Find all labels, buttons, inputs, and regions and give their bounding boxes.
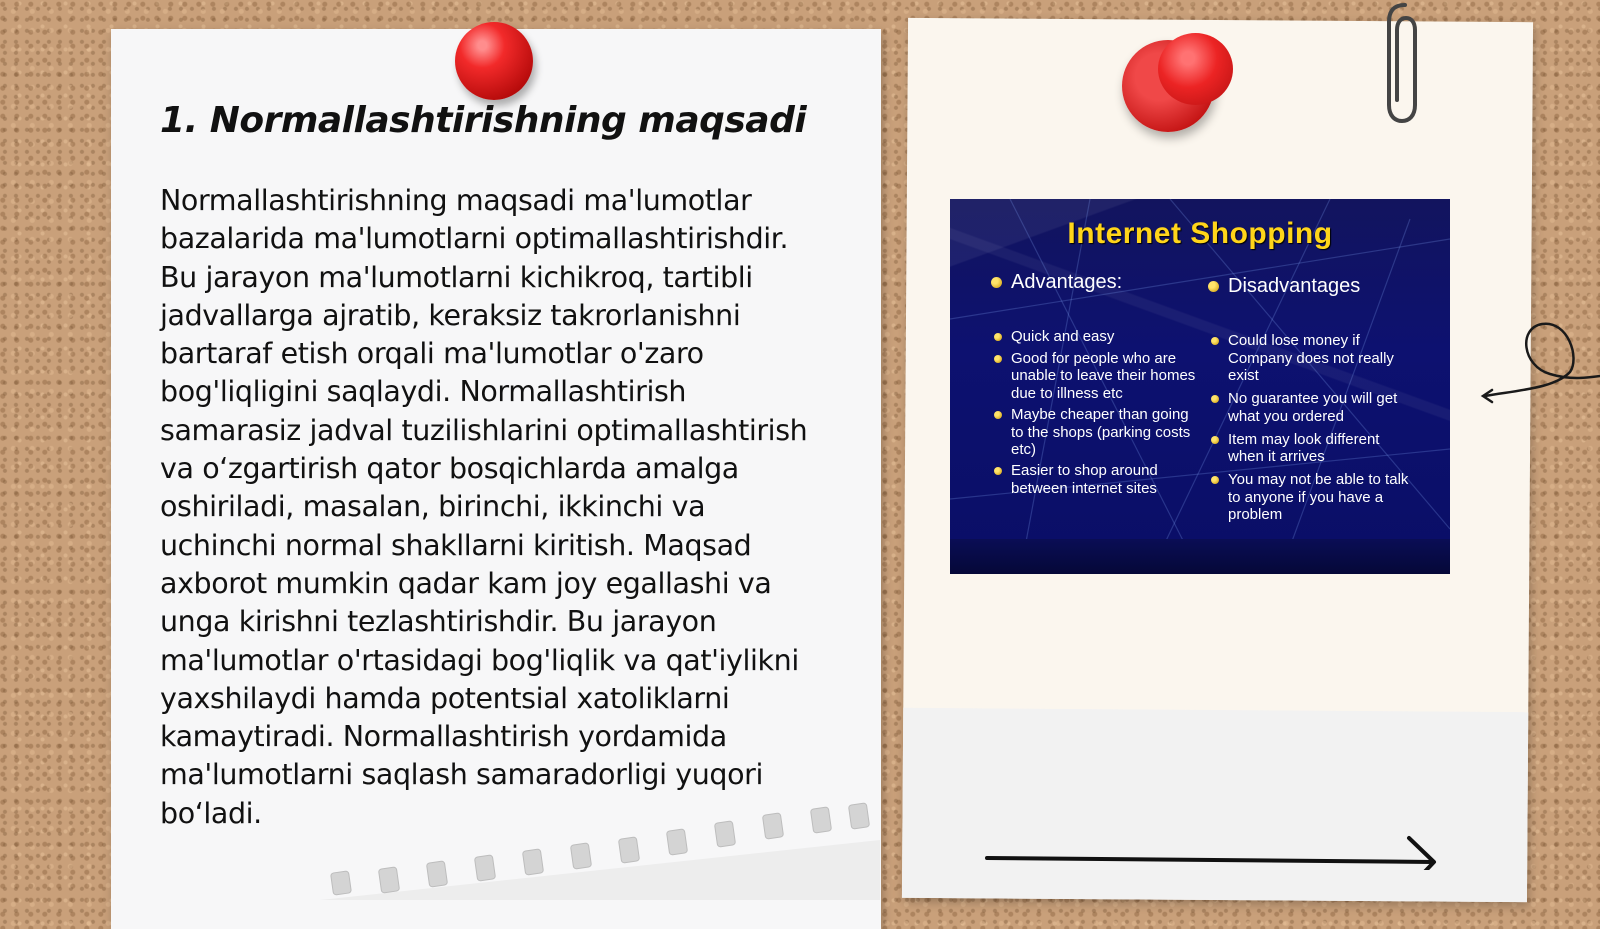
advantages-list	[1011, 328, 1199, 500]
list-item: No guarantee you will get what you ordered	[1228, 390, 1413, 425]
squiggle-arrow-icon	[1480, 310, 1600, 410]
push-pin-head-icon	[1158, 33, 1233, 105]
note-body: Normallashtirishning maqsadi ma'lumotlar bazalarida ma'lumotlarni optimallashtirishdir. Bu jarayon ma'lumotlarni kichikroq, tartibli jadvallarga ajratib, keraksiz takrorlanishni bartaraf etish orqali ma'lumotlar o'zaro bog'liqligini saqlaydi. Normallashtirish samarasiz jadval tuzilishlarini optimallashtirish va o‘zgartirish qator bosqichlarda amalga oshiriladi, masalan, birinchi, ikkinchi va uchinchi normal shakllarni kiritish. Maqsad axborot mumkin qadar kam joy egallashi va unga kirishni tezlashtirishdir. Bu jarayon ma'lumotlar o'rtasidagi bog'liqlik va qat'iylikni yaxshilaydi hamda potentsial xatoliklarni kamaytiradi. Normallashtirish yordamida ma'lumotlarni saqlash samaradorligi yuqori bo‘ladi.	[160, 184, 808, 830]
arrow-right-icon	[985, 826, 1445, 870]
torn-paper-edge	[320, 800, 880, 900]
advantages-heading: Advantages:	[1011, 271, 1123, 293]
internet-shopping-slide	[950, 199, 1450, 574]
push-pin-icon	[455, 22, 533, 100]
list-item: Item may look different when it arrives	[1228, 431, 1413, 466]
list-item: You may not be able to talk to anyone if you have a problem	[1228, 471, 1413, 524]
paper-clip-icon	[1375, 0, 1425, 125]
list-item: Easier to shop around between internet sites	[1011, 462, 1199, 497]
list-item: Good for people who are unable to leave their homes due to illness etc	[1011, 350, 1199, 403]
slide-title: Internet Shopping	[1067, 217, 1333, 250]
list-item: Maybe cheaper than going to the shops (parking costs etc)	[1011, 406, 1199, 459]
list-item: Could lose money if Company does not really exist	[1228, 332, 1413, 385]
slide-footer-band	[950, 539, 1450, 574]
card-lower-panel	[902, 708, 1528, 902]
note-title: 1. Normallashtirishning maqsadi	[160, 100, 807, 141]
disadvantages-heading: Disadvantages	[1228, 275, 1361, 297]
disadvantages-list	[1228, 332, 1413, 527]
list-item: Quick and easy	[1011, 328, 1199, 346]
